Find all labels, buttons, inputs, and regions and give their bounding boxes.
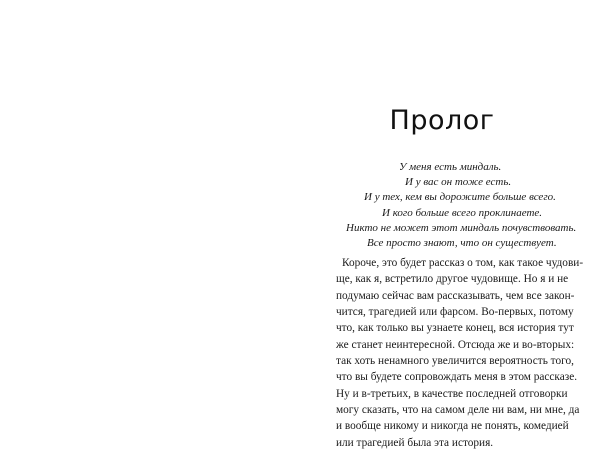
- body-line: Ну и в-третьих, в качестве последней отговорки: [336, 387, 568, 400]
- epigraph-line: И у тех, кем вы дорожите больше всего.: [364, 191, 556, 204]
- chapter-title: Пролог: [389, 105, 495, 136]
- body-line: Короче, это будет рассказ о том, как такое чудови-: [342, 257, 584, 269]
- body-line: же станет неинтересной. Отсюда же и во-вторых:: [336, 338, 575, 351]
- epigraph-line: И кого больше всего проклинаете.: [382, 206, 543, 219]
- epigraph-line: Все просто знают, что он существует.: [367, 237, 557, 250]
- body-line: чится, трагедией или фарсом. Во-первых, потому: [336, 306, 574, 319]
- body-line: ще, как я, встретило другое чудовище. Но я и не: [336, 273, 569, 286]
- epigraph-line: У меня есть миндаль.: [399, 161, 502, 173]
- body-line: могу сказать, что на самом деле ни вам, ни мне, да: [336, 404, 580, 417]
- body-line: так хоть ненамного увеличится вероятность того,: [336, 355, 574, 368]
- body-line: подумаю сейчас вам рассказывать, чем все закон-: [336, 289, 575, 302]
- body-line: что, как только вы узнаете конец, вся история тут: [336, 322, 574, 335]
- body-line: что вы будете сопровождать меня в этом рассказе.: [336, 371, 578, 384]
- epigraph-line: И у вас он тоже есть.: [405, 176, 512, 189]
- epigraph-line: Никто не может этот миндаль почувствовать.: [346, 221, 577, 234]
- body-paragraph: [336, 255, 584, 451]
- epigraph: [332, 160, 577, 251]
- body-line: или трагедией была эта история.: [336, 436, 494, 449]
- body-line: и вообще никому и никогда не понять, комедией: [336, 420, 569, 433]
